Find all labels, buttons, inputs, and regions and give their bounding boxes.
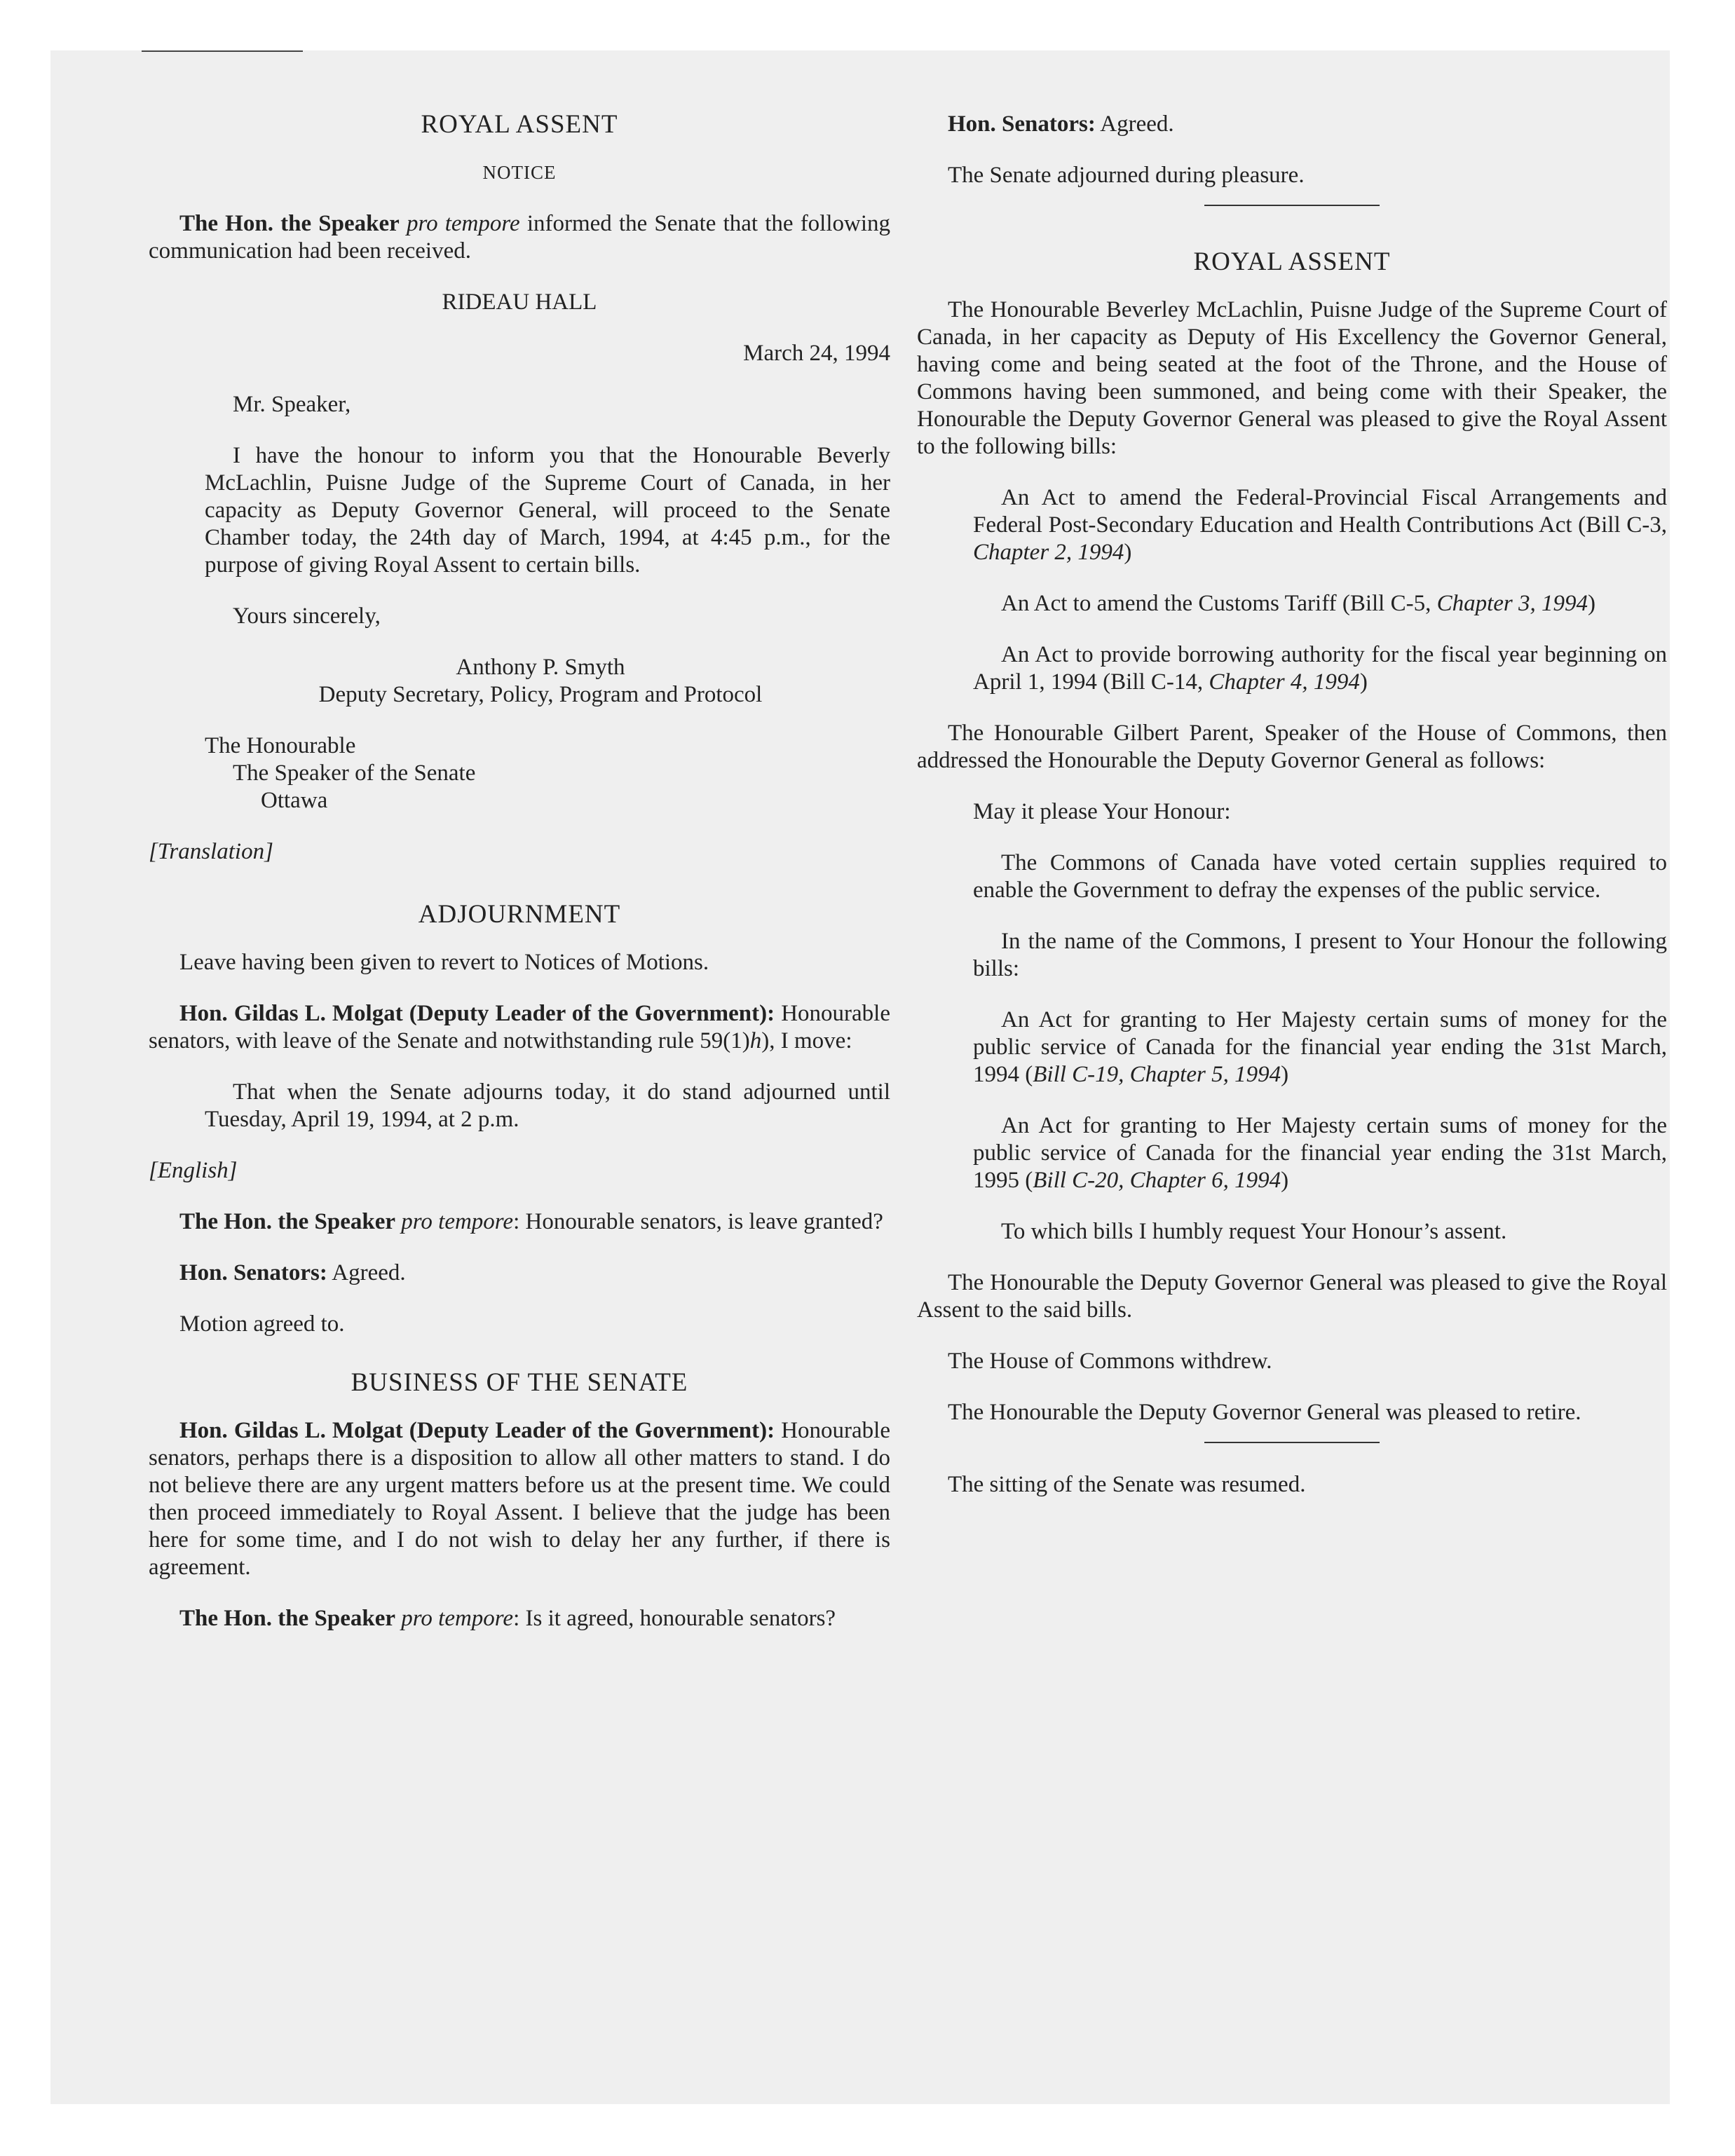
close-paren: ) [1281, 1062, 1289, 1087]
bill-text: An Act to provide borrowing authority for the fiscal year beginning on April 1, 1994 (Bill C-14, [973, 642, 1667, 695]
royal-assent-intro: The Honourable Beverley McLachlin, Puisne Judge of the Supreme Court of Canada, in her capacity as Deputy of His Excellency the Governor General, having come and being seated at the foot of the Throne, and the House of Commons having been summoned, and being come with their Speaker, the Honourable the Deputy Governor General was pleased to give the Royal Assent to the following bills: [917, 297, 1667, 459]
senators-text: Agreed. [1100, 111, 1174, 137]
right-column [917, 111, 1667, 1522]
close-paren: ) [1124, 540, 1132, 565]
pleased-retire: The Honourable the Deputy Governor General was pleased to retire. [948, 1400, 1581, 1425]
leave-paragraph: Leave having been given to revert to Notices of Motions. [179, 950, 709, 975]
english-note: [English] [149, 1158, 238, 1183]
senators-label: Hon. Senators: [179, 1260, 327, 1285]
bill-chapter: Chapter 2, 1994 [973, 540, 1124, 565]
motion-text: That when the Senate adjourns today, it do stand adjourned until Tuesday, April 19, 1994, at 2 p.m. [205, 1079, 890, 1132]
speaker-label: The Hon. the Speaker [179, 211, 400, 236]
heading-royal-assent: ROYAL ASSENT [1193, 247, 1391, 276]
may-it-please: May it please Your Honour: [973, 799, 1231, 824]
molgat-label: Hon. Gildas L. Molgat (Deputy Leader of the Government): [179, 1418, 775, 1443]
letter-body: I have the honour to inform you that the Honourable Beverly McLachlin, Puisne Judge of the Supreme Court of Canada, in her capacity as Deputy Governor General, will proceed to the Senate Chamber today, the 24th day of March, 1994, at 4:45 p.m., for the purpose of giving Royal Assent to certain bills. [205, 443, 890, 578]
senators-agreed [149, 1260, 890, 1287]
motion-agreed: Motion agreed to. [179, 1311, 345, 1337]
close-paren: ) [1281, 1168, 1289, 1193]
rideau-hall: RIDEAU HALL [442, 289, 597, 315]
letter-date: March 24, 1994 [743, 341, 890, 366]
heading-adjournment: ADJOURNMENT [418, 900, 621, 929]
address-line-1: The Honourable [205, 733, 356, 758]
signature-name: Anthony P. Smyth [456, 655, 625, 680]
senators-agreed [917, 111, 1667, 138]
heading-royal-assent: ROYAL ASSENT [421, 110, 618, 139]
salutation: Mr. Speaker, [233, 392, 351, 417]
notice-text: informed the Senate that the following communication had been received. [149, 211, 891, 264]
bill-chapter: Bill C-19, Chapter 5, 1994 [1033, 1062, 1281, 1087]
in-name-of-commons: In the name of the Commons, I present to Your Honour the following bills: [973, 929, 1667, 981]
speaker-notice-paragraph [149, 210, 890, 265]
molgat-text: Honourable senators, perhaps there is a disposition to allow all other matters to stand. I do not believe there are any urgent matters before us at the present time. We could then proceed immediately to Royal Assent. I believe that the judge has been here for some time, and I do not wish to delay her any further, if there is agreement. [149, 1418, 890, 1580]
speaker-text: : Honourable senators, is leave granted? [513, 1209, 883, 1234]
pro-tempore: pro tempore [401, 1209, 514, 1234]
section-divider [1204, 1442, 1380, 1443]
pleased-assent: The Honourable the Deputy Governor General was pleased to give the Royal Assent to the said bills. [917, 1270, 1667, 1323]
pro-tempore: pro tempore [406, 211, 520, 236]
speaker-leave-paragraph [149, 1208, 890, 1236]
translation-note: [Translation] [149, 839, 273, 864]
rule-letter: h [749, 1028, 762, 1053]
bill-c14 [973, 641, 1667, 696]
speaker-agreed-question [149, 1605, 890, 1632]
bill-c5 [973, 590, 1667, 618]
bill-text: An Act to amend the Federal-Provincial Fiscal Arrangements and Federal Post-Secondary Education and Health Contributions Act (Bill C-3, [973, 485, 1667, 538]
bill-c19 [973, 1007, 1667, 1089]
signature-block [191, 654, 890, 709]
pro-tempore: pro tempore [401, 1606, 514, 1631]
commons-voted: The Commons of Canada have voted certain supplies required to enable the Government to defray the expenses of the public service. [973, 850, 1667, 903]
molgat-text-end: ), I move: [761, 1028, 852, 1053]
closing: Yours sincerely, [233, 603, 381, 629]
sitting-resumed: The sitting of the Senate was resumed. [948, 1472, 1306, 1497]
speaker-label: The Hon. the Speaker [179, 1209, 396, 1234]
bill-chapter: Chapter 3, 1994 [1436, 591, 1588, 616]
address-line-3: Ottawa [261, 788, 328, 813]
close-paren: ) [1359, 669, 1368, 695]
molgat-text: Honourable senators, with leave of the Senate and notwithstanding rule 59(1) [149, 1001, 890, 1053]
request-assent: To which bills I humbly request Your Honour’s assent. [1001, 1219, 1507, 1244]
speaker-label: The Hon. the Speaker [179, 1606, 396, 1631]
parent-address: The Honourable Gilbert Parent, Speaker of the House of Commons, then addressed the Honourable the Deputy Governor General as follows: [917, 721, 1667, 773]
bill-text: An Act for granting to Her Majesty certain sums of money for the public service of Canada for the financial year ending the 31st March, 1994 ( [973, 1007, 1667, 1087]
document-page [50, 50, 1670, 2104]
bill-chapter: Chapter 4, 1994 [1209, 669, 1360, 695]
speaker-text: : Is it agreed, honourable senators? [513, 1606, 836, 1631]
molgat-label: Hon. Gildas L. Molgat (Deputy Leader of the Government): [179, 1001, 775, 1026]
heading-business: BUSINESS OF THE SENATE [351, 1368, 688, 1397]
adjourned-pleasure: The Senate adjourned during pleasure. [948, 163, 1305, 188]
section-divider [1204, 205, 1380, 206]
bill-chapter: Bill C-20, Chapter 6, 1994 [1033, 1168, 1281, 1193]
senators-label: Hon. Senators: [948, 111, 1096, 137]
address-block [205, 732, 890, 814]
close-paren: ) [1588, 591, 1596, 616]
top-rule [142, 50, 303, 52]
bill-c20 [973, 1112, 1667, 1194]
left-column [149, 111, 890, 1656]
molgat-paragraph [149, 1000, 890, 1055]
commons-withdrew: The House of Commons withdrew. [948, 1349, 1272, 1374]
bill-c3 [973, 484, 1667, 566]
bill-text: An Act to amend the Customs Tariff (Bill C-5, [1001, 591, 1437, 616]
signature-title: Deputy Secretary, Policy, Program and Protocol [318, 682, 763, 707]
senators-text: Agreed. [332, 1260, 406, 1285]
heading-notice: NOTICE [482, 162, 557, 183]
bill-text: An Act for granting to Her Majesty certain sums of money for the public service of Canada for the financial year ending the 31st March, 1995 ( [973, 1113, 1667, 1193]
address-line-2: The Speaker of the Senate [233, 760, 476, 786]
molgat-business-paragraph [149, 1417, 890, 1581]
